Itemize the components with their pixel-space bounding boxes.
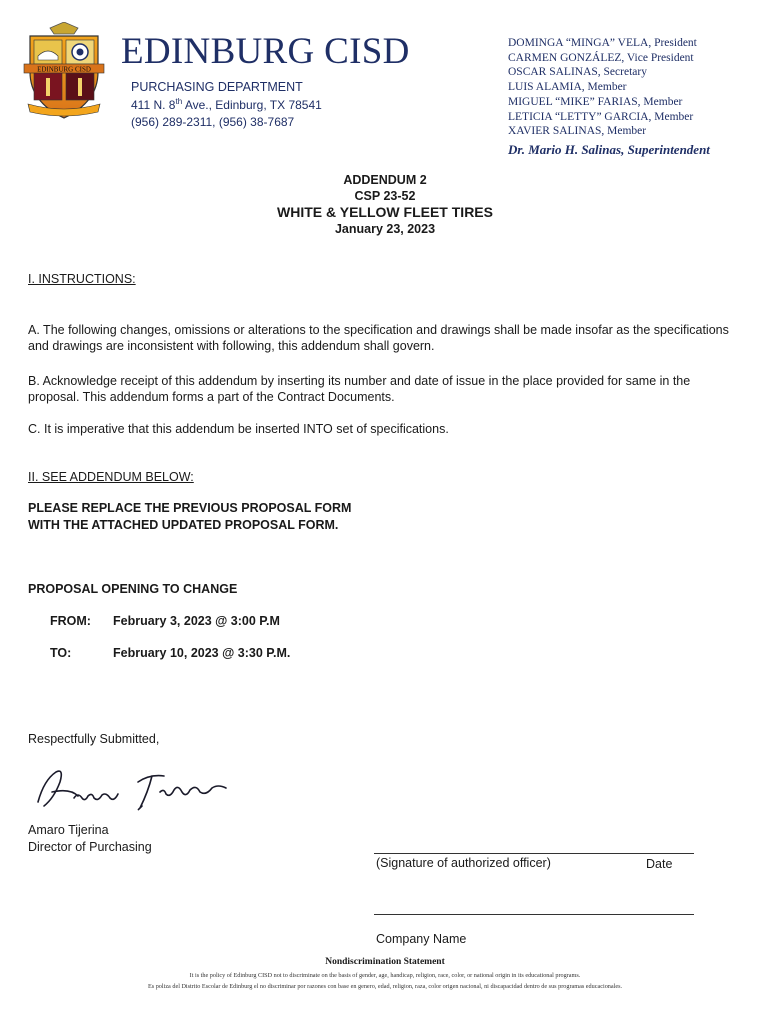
addendum-number: ADDENDUM 2	[343, 173, 427, 187]
board-member: CARMEN GONZÁLEZ, Vice President	[508, 51, 694, 64]
signer-name: Amaro Tijerina	[28, 823, 109, 837]
opening-heading: PROPOSAL OPENING TO CHANGE	[28, 582, 238, 596]
signature-label: (Signature of authorized officer)	[376, 856, 551, 870]
closing-respectfully: Respectfully Submitted,	[28, 732, 160, 746]
document-date: January 23, 2023	[334, 222, 436, 236]
handwritten-signature	[30, 762, 240, 814]
department-address: 411 N. 8th Ave., Edinburg, TX 78541	[131, 97, 322, 112]
instructions-heading: I. INSTRUCTIONS:	[28, 272, 136, 286]
replace-line-2: WITH THE ATTACHED UPDATED PROPOSAL FORM.	[28, 518, 339, 532]
board-member: LUIS ALAMIA, Member	[508, 81, 627, 94]
board-member: XAVIER SALINAS, Member	[508, 125, 647, 138]
from-value: February 3, 2023 @ 3:00 P.M	[113, 614, 280, 628]
board-member: OSCAR SALINAS, Secretary	[508, 66, 647, 79]
document-title-block	[0, 172, 770, 237]
nondiscrimination-spanish: Es poliza del Distrito Escolar de Edinburg el no discriminar por razones con base en genero, edad, religion, raza, color origen nacional, ni discapacidad dentro de sus programas educacionales.	[147, 983, 623, 990]
board-member: MIGUEL “MIKE” FARIAS, Member	[508, 95, 683, 108]
board-list	[508, 36, 697, 139]
nondiscrimination-title: Nondiscrimination Statement	[325, 957, 445, 967]
department-name: PURCHASING DEPARTMENT	[131, 80, 303, 94]
nondiscrimination-english: It is the policy of Edinburg CISD not to discriminate on the basis of gender, age, handicap, religion, race, color, or national origin in its educational programs.	[189, 972, 581, 979]
company-line	[374, 914, 694, 915]
instruction-b: B. Acknowledge receipt of this addendum by inserting its number and date of issue in the place provided for same in the proposal. This addendum forms a part of the Contract Documents.	[28, 374, 691, 404]
csp-number: CSP 23-52	[354, 189, 416, 203]
superintendent: Dr. Mario H. Salinas, Superintendent	[508, 142, 710, 157]
department-phone: (956) 289-2311, (956) 38-7687	[131, 115, 295, 129]
district-logo	[20, 22, 108, 120]
to-value: February 10, 2023 @ 3:30 P.M.	[113, 646, 291, 660]
document-subject: WHITE & YELLOW FLEET TIRES	[277, 204, 493, 220]
replace-line-1: PLEASE REPLACE THE PREVIOUS PROPOSAL FORM	[28, 501, 352, 515]
board-member: LETICIA “LETTY” GARCIA, Member	[508, 110, 694, 123]
company-label: Company Name	[376, 932, 467, 946]
district-name: EDINBURG CISD	[121, 31, 410, 72]
from-label: FROM:	[50, 614, 91, 628]
to-label: TO:	[50, 646, 72, 660]
logo-banner-text: EDINBURG CISD	[37, 65, 91, 74]
signer-role: Director of Purchasing	[28, 840, 152, 854]
signature-line	[374, 853, 694, 854]
instruction-c: C. It is imperative that this addendum be inserted INTO set of specifications.	[28, 422, 449, 436]
date-label: Date	[646, 857, 673, 871]
addendum-heading: II. SEE ADDENDUM BELOW:	[28, 470, 194, 484]
instruction-a: A. The following changes, omissions or alterations to the specification and drawings shall be made insofar as the specifications and drawings are inconsistent with following, this addendum shall govern.	[28, 323, 729, 353]
board-member: DOMINGA “MINGA” VELA, President	[508, 37, 697, 49]
